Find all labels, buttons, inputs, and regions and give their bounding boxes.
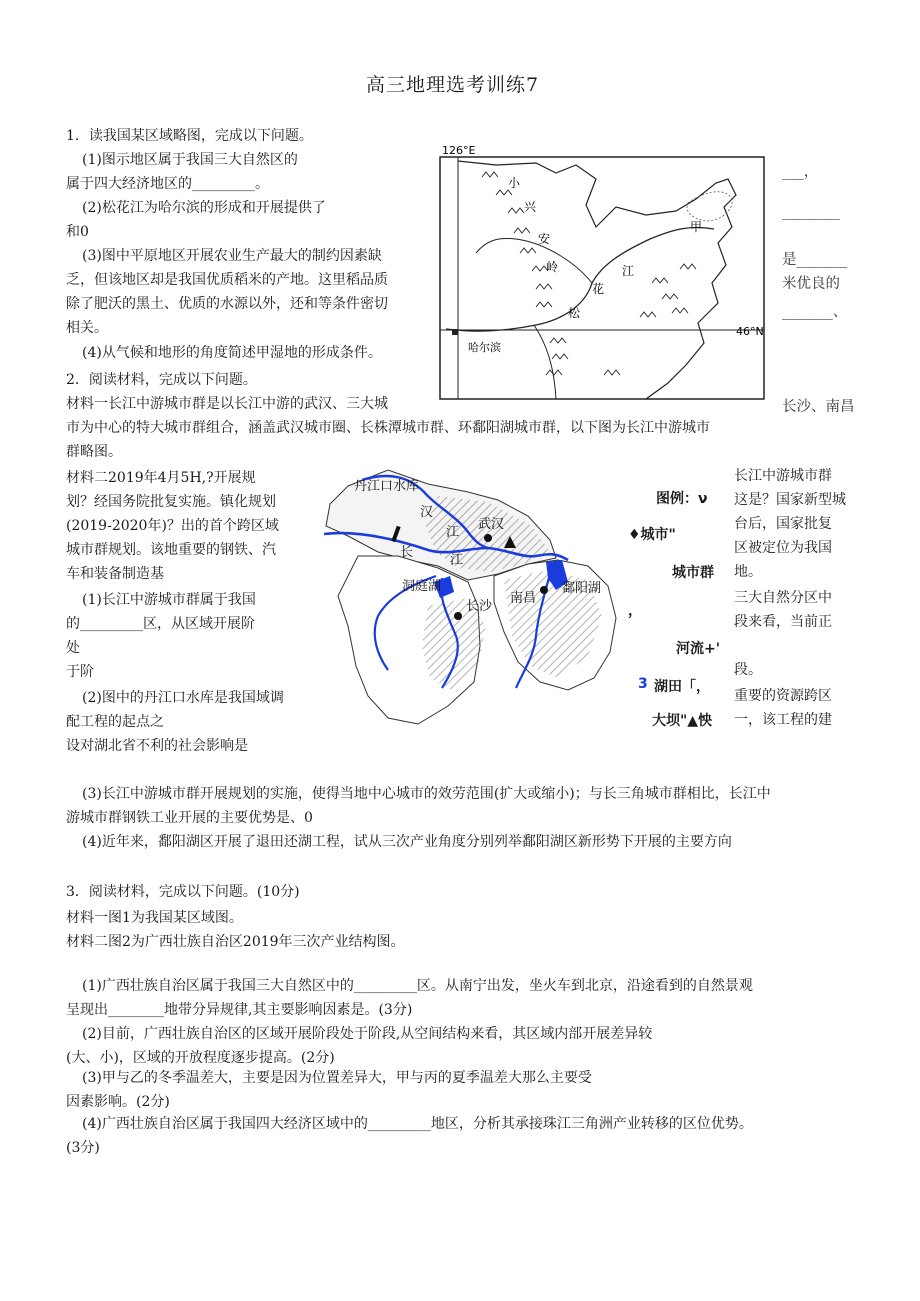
q2-right-line: 段来看，当前正	[734, 614, 832, 630]
q2-subquestion: 配工程的起点之	[66, 714, 164, 730]
q2-material: 车和装备制造基	[66, 566, 164, 582]
map-label: 长沙	[466, 599, 493, 614]
q2-material: 市为中心的特大城市群组合，涵盖武汉城市圈、长株潭城市群、环鄱阳湖城市群，以下图为长江中游城市	[66, 420, 710, 436]
legend-separator: ，	[628, 603, 642, 619]
q2-subquestion: (3)长江中游城市群开展规划的实施，使得当地中心城市的效劳范围(扩大或缩小)；与长三角城市群相比，长江中	[82, 786, 771, 802]
q2-right-line: 长江中游城市群	[734, 468, 832, 484]
q2-right-line: 地。	[734, 564, 762, 580]
page-title: 高三地理选考训练7	[366, 74, 540, 96]
q2-subquestion: 设对湖北省不利的社会影响是	[66, 738, 248, 754]
map-label: 长	[400, 545, 414, 560]
q3-subquestion: (大、小)，区域的开放程度逐步提高。(2分)	[66, 1050, 335, 1066]
city-label: 哈尔滨	[468, 341, 501, 354]
margin-fragment: _______、	[782, 304, 848, 320]
q1-line: 相关。	[66, 320, 108, 336]
city-dot-wuhan	[484, 534, 492, 542]
legend-city-group: 城市群	[672, 565, 714, 581]
q3-subquestion: 呈现出________地带分异规律,其主要影响因素是。(3分)	[66, 1002, 413, 1018]
longitude-label: 126°E	[442, 144, 476, 157]
river-label: 松	[568, 306, 581, 320]
legend-number: 3	[638, 676, 648, 692]
q3-heading: 3．阅读材料，完成以下问题。(10分)	[66, 884, 300, 900]
q2-right-line: 这是？国家新型城	[734, 492, 846, 508]
q2-right-line: 区被定位为我国	[734, 540, 832, 556]
q2-material: (2019-2020年)？出的首个跨区域	[66, 518, 279, 534]
river-label: 江	[622, 264, 635, 278]
q2-subquestion: (4)近年来，鄱阳湖区开展了退田还湖工程，试从三次产业角度分别列举鄱阳湖区新形势下开展的主要方向	[82, 834, 732, 850]
q3-subquestion: (1)广西壮族自治区属于我国三大自然区中的_________区。从南宁出发，坐火车到北京，沿途看到的自然景观	[82, 978, 753, 994]
city-dot-nanchang	[540, 586, 548, 594]
map-label: 洞庭湖	[402, 579, 442, 594]
q2-heading: 2．阅读材料，完成以下问题。	[66, 372, 257, 388]
q3-material: 材料一图1为我国某区域图。	[66, 910, 243, 926]
map-label: 江	[450, 553, 464, 568]
q1-line: (3)图中平原地区开展农业生产最大的制约因素缺	[82, 248, 382, 264]
q2-material: 划？经国务院批复实施。镇化规划	[66, 494, 276, 510]
legend-city: ♦城市"	[628, 527, 676, 543]
q3-subquestion: (3)甲与乙的冬季温差大，主要是因为位置差异大，甲与丙的夏季温差大那么主要受	[82, 1070, 592, 1086]
margin-fragment: 是_______	[782, 252, 848, 268]
city-marker	[452, 329, 458, 335]
range-label: 岭	[546, 260, 559, 274]
legend-lake: 湖田「，	[654, 679, 710, 695]
q3-subquestion: (2)目前，广西壮族自治区的区域开展阶段处于阶段,从空间结构来看，其区域内部开展差异较	[82, 1026, 653, 1042]
margin-fragment: 长沙、南昌	[782, 399, 855, 415]
q2-subquestion: 的_________区，从区域开展阶	[66, 616, 255, 632]
q1-heading: 1．读我国某区域略图，完成以下问题。	[66, 128, 313, 144]
legend-dam: 大坝"▲怏	[652, 713, 713, 729]
q3-material: 材料二图2为广西壮族自治区2019年三次产业结构图。	[66, 934, 405, 950]
q2-right-line: 一，该工程的建	[734, 712, 832, 728]
q3-subquestion: (3分)	[66, 1140, 100, 1156]
q3-subquestion: (4)广西壮族自治区属于我国四大经济区域中的_________地区，分析其承接珠江三角洲产业转移的区位优势。	[82, 1116, 753, 1132]
q2-subquestion: 处	[66, 640, 80, 656]
q1-line: 乏，但该地区却是我国优质稻米的产地。这里稻品质	[66, 272, 388, 288]
margin-fragment: ___，	[782, 164, 819, 180]
region-map-1	[436, 143, 768, 403]
q2-right-line: 段。	[734, 662, 762, 678]
city-dot-changsha	[454, 612, 462, 620]
wetland-label: 甲	[690, 220, 703, 234]
map-label: 武汉	[478, 517, 505, 532]
river-label: 花	[592, 282, 605, 296]
range-label: 兴	[524, 200, 537, 214]
latitude-label: 46°N	[736, 325, 764, 338]
q1-line: 和0	[66, 224, 89, 240]
q2-subquestion: 游城市群钢铁工业开展的主要优势是、0	[66, 810, 313, 826]
q2-material: 群略图。	[66, 444, 122, 460]
q2-material: 材料一长江中游城市群是以长江中游的武汉、三大城	[66, 396, 388, 412]
map-label: 汉	[420, 505, 434, 520]
q2-material: 城市群规划。该地重要的钢铁、汽	[66, 542, 276, 558]
range-label: 安	[538, 232, 551, 246]
region-map-2	[318, 456, 630, 736]
margin-fragment: ________	[782, 204, 840, 220]
q2-right-line: 重要的资源跨区	[734, 688, 832, 704]
map-label: 江	[446, 525, 460, 540]
q2-right-line: 台后，国家批复	[734, 516, 832, 532]
q2-subquestion: (2)图中的丹江口水库是我国域调	[82, 690, 284, 706]
q1-line: (4)从气候和地形的角度简述甲湿地的形成条件。	[82, 345, 382, 361]
q2-subquestion: 于阶	[66, 664, 94, 680]
q1-line: (1)图示地区属于我国三大自然区的	[82, 152, 298, 168]
range-label: 小	[508, 176, 521, 190]
map-label: 南昌	[510, 591, 537, 606]
legend-river: 河流+'	[676, 641, 721, 657]
legend-title: 图例：ν	[656, 491, 708, 507]
q2-right-line: 三大自然分区中	[734, 590, 832, 606]
q1-line: 属于四大经济地区的_________。	[66, 176, 269, 192]
q3-subquestion: 因素影响。(2分)	[66, 1094, 170, 1110]
q1-line: 除了肥沃的黑土、优质的水源以外，还和等条件密切	[66, 296, 388, 312]
margin-fragment: 米优良的	[782, 276, 840, 292]
q2-material: 材料二2019年4月5H,?开展规	[66, 470, 256, 486]
map-label: 鄱阳湖	[562, 581, 602, 596]
q1-line: (2)松花江为哈尔滨的形成和开展提供了	[82, 200, 326, 216]
q2-subquestion: (1)长江中游城市群属于我国	[82, 592, 256, 608]
map-label: 丹江口水库	[354, 479, 420, 494]
